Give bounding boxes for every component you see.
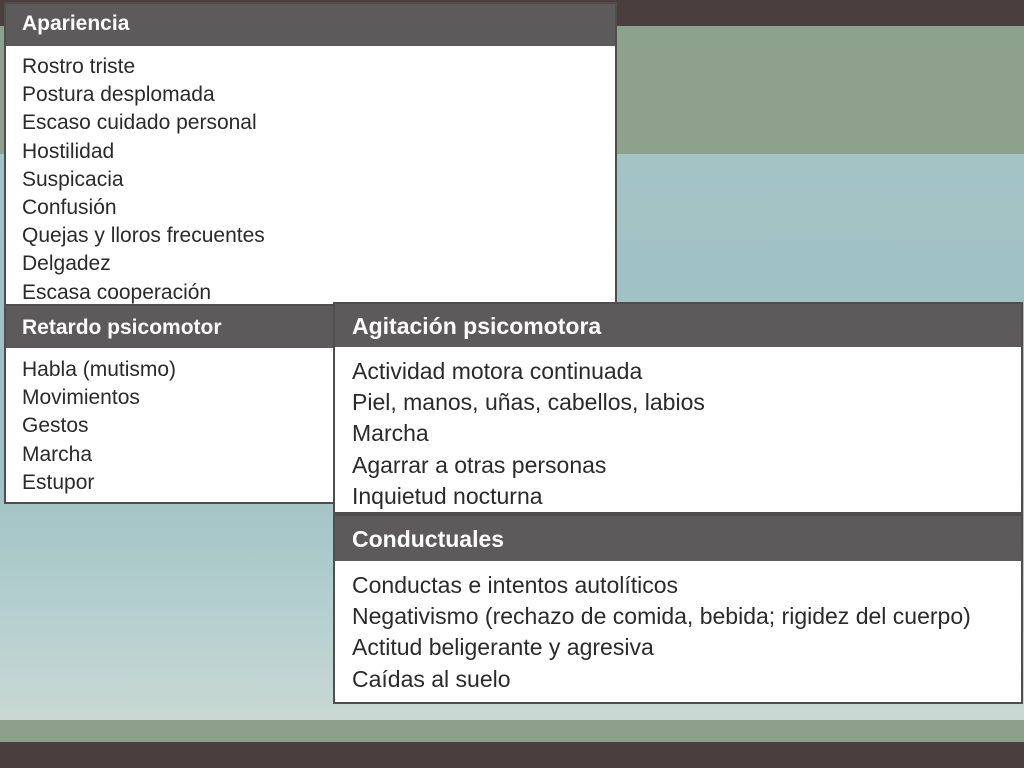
background-watermark: ​ (7, 631, 21, 682)
list-item: Suspicacia (22, 167, 124, 191)
agitacion-psicomotora-title: Agitación psicomotora (335, 304, 1021, 347)
list-item: Agarrar a otras personas (352, 451, 607, 478)
list-item: Negativismo (rechazo de comida, bebida; rigidez del cuerpo) (352, 603, 971, 630)
list-item: Escasa cooperación (22, 280, 212, 304)
retardo-psicomotor-list (6, 348, 342, 497)
list-item: Confusión (22, 196, 117, 220)
list-item: Actitud beligerante y agresiva (352, 634, 654, 661)
list-item: Gestos (22, 414, 89, 438)
agitacion-psicomotora-panel (333, 302, 1023, 514)
list-item: Actividad motora continuada (352, 358, 643, 384)
list-item: Marcha (352, 420, 429, 447)
conductuales-panel (333, 514, 1023, 704)
apariencia-list (6, 46, 615, 307)
retardo-psicomotor-title: Retardo psicomotor (6, 306, 342, 348)
list-item: Estupor (22, 470, 95, 494)
list-item: Rostro triste (22, 55, 136, 78)
list-item: Marcha (22, 442, 93, 466)
list-item: Caídas al suelo (352, 665, 511, 692)
list-item: Movimientos (22, 386, 140, 410)
agitacion-psicomotora-list (335, 347, 1021, 512)
list-item: Quejas y lloros frecuentes (22, 224, 265, 248)
list-item: Habla (mutismo) (22, 358, 177, 381)
list-item: Conductas e intentos autolíticos (352, 572, 679, 598)
retardo-psicomotor-panel (4, 304, 344, 504)
list-item: Hostilidad (22, 139, 115, 163)
list-item: Delgadez (22, 252, 111, 276)
apariencia-title: Apariencia (6, 4, 615, 46)
list-item: Escaso cuidado personal (22, 111, 257, 135)
conductuales-list (335, 561, 1021, 695)
background-bottom-band (0, 742, 1024, 768)
list-item: Postura desplomada (22, 83, 215, 107)
list-item: Inquietud nocturna (352, 482, 543, 509)
apariencia-panel (4, 2, 617, 307)
list-item: Piel, manos, uñas, cabellos, labios (352, 389, 705, 416)
conductuales-title: Conductuales (335, 516, 1021, 561)
